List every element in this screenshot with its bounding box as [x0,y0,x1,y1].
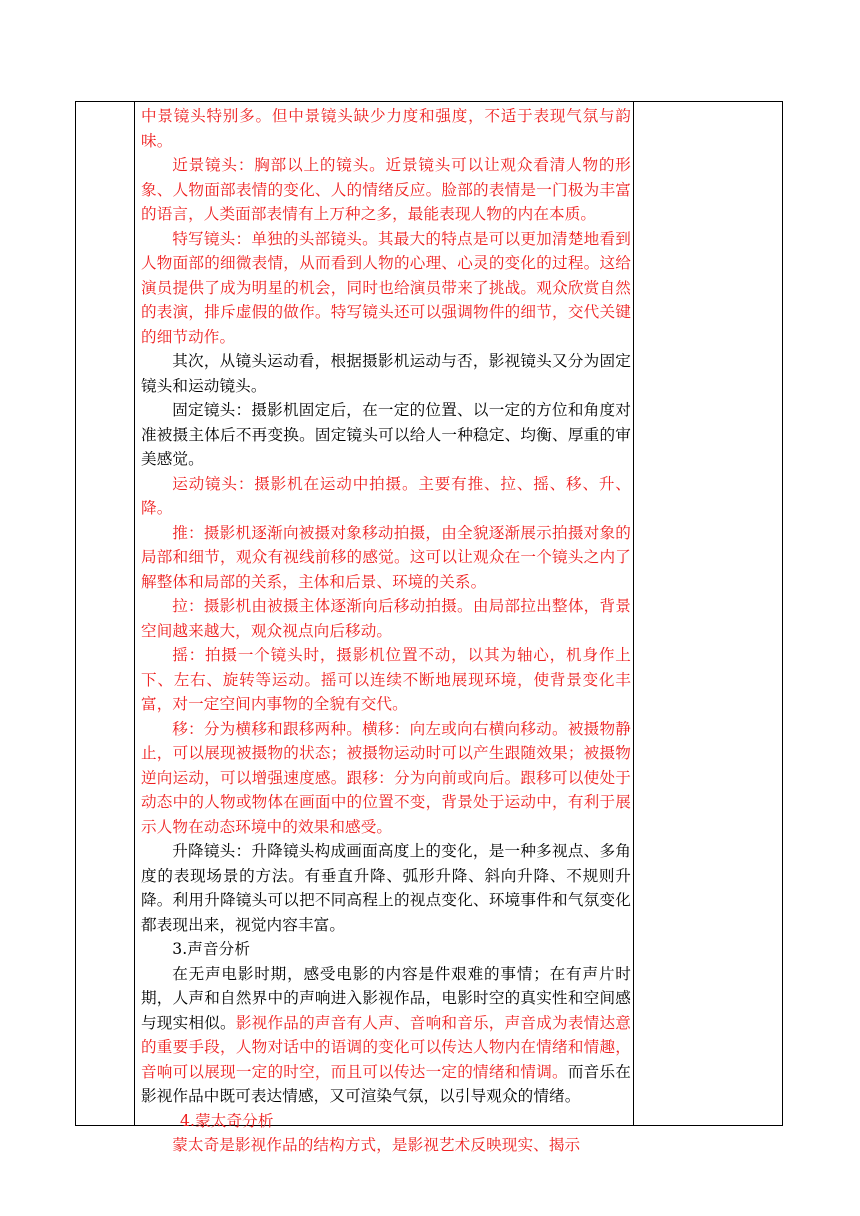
paragraph: 特写镜头：单独的头部镜头。其最大的特点是可以更加清楚地看到人物面部的细微表情，从而看到人物的心理、心灵的变化的过程。这给演员提供了成为明星的机会，同时也给演员带来了挑战。观众欣赏自然的表演，排斥虚假的做作。特写镜头还可以强调物件的细节，交代关键的细节动作。 [141,229,631,346]
section-heading: 4.蒙太奇分析 [180,1111,274,1130]
paragraph: 摇：拍摄一个镜头时，摄影机位置不动，以其为轴心，机身作上下、左右、旋转等运动。摇可以连续不断地展现环境，使背景变化丰富，对一定空间内事物的全貌有交代。 [141,646,631,713]
paragraph: 其次，从镜头运动看，根据摄影机运动与否，影视镜头又分为固定镜头和运动镜头。 [141,352,631,395]
paragraph-mixed [141,962,631,1109]
paragraph: 中景镜头特别多。但中景镜头缺少力度和强度，不适于表现气氛与韵味。 [141,107,631,150]
table-column-divider-right [633,102,634,1125]
paragraph: 蒙太奇是影视作品的结构方式，是影视艺术反映现实、揭示 [172,1136,581,1154]
paragraph: 近景镜头：胸部以上的镜头。近景镜头可以让观众看清人物的形象、人物面部表情的变化、人的情绪反应。脸部的表情是一门极为丰富的语言，人类面部表情有上万种之多，最能表现人物的内在本质。 [141,156,631,223]
paragraph: 移：分为横移和跟移两种。横移：向左或向右横向移动。被摄物静止，可以展现被摄物的状态；被摄物运动时可以产生跟随效果；被摄物逆向运动，可以增强速度感。跟移：分为向前或向后。跟移可以使处于动态中的人物或物体在画面中的位置不变，背景处于运动中，有利于展示人物在动态环境中的效果和感受。 [141,719,631,836]
paragraph: 固定镜头：摄影机固定后，在一定的位置、以一定的方位和角度对准被摄主体后不再变换。固定镜头可以给人一种稳定、均衡、厚重的审美感觉。 [141,401,631,468]
paragraph-segment: 而音乐在影视作品中既可表达情感，又可渲染气氛，以引导观众的情绪。 [141,1062,631,1105]
document-table [75,101,783,1154]
paragraph: 升降镜头：升降镜头构成画面高度上的变化，是一种多视点、多角度的表现场景的方法。有垂直升降、弧形升降、斜向升降、不规则升降。利用升降镜头可以把不同高程上的视点变化、环境事件和气氛变化都表现出来，视觉内容丰富。 [141,842,631,934]
paragraph: 运动镜头：摄影机在运动中拍摄。主要有推、拉、摇、移、升、降。 [141,474,631,517]
paragraph: 推：摄影机逐渐向被摄对象移动拍摄，由全貌逐渐展示拍摄对象的局部和细节，观众有视线前移的感觉。这可以让观众在一个镜头之内了解整体和局部的关系，主体和后景、环境的关系。 [141,523,631,591]
table-content-cell [141,104,631,1158]
paragraph-segment: 在无声电影时期，感受电影的内容是件艰难的事情；在有声片时期，人声和自然界中的声响进入影视作品，电影时空的真实性和空间感与现实相似。 [141,964,631,1032]
table-column-divider-left [134,102,135,1125]
paragraph: 拉：摄影机由被摄主体逐渐向后移动拍摄。由局部拉出整体，背景空间越来越大，观众视点向后移动。 [141,597,631,640]
section-heading: 3.声音分析 [172,940,251,958]
paragraph-segment: 影视作品的声音有人声、音响和音乐，声音成为表情达意的重要手段，人物对话中的语调的变化可以传达人物内在情绪和情趣，音响可以展现一定的时空，而且可以传达一定的情绪和情调。 [141,1013,631,1081]
